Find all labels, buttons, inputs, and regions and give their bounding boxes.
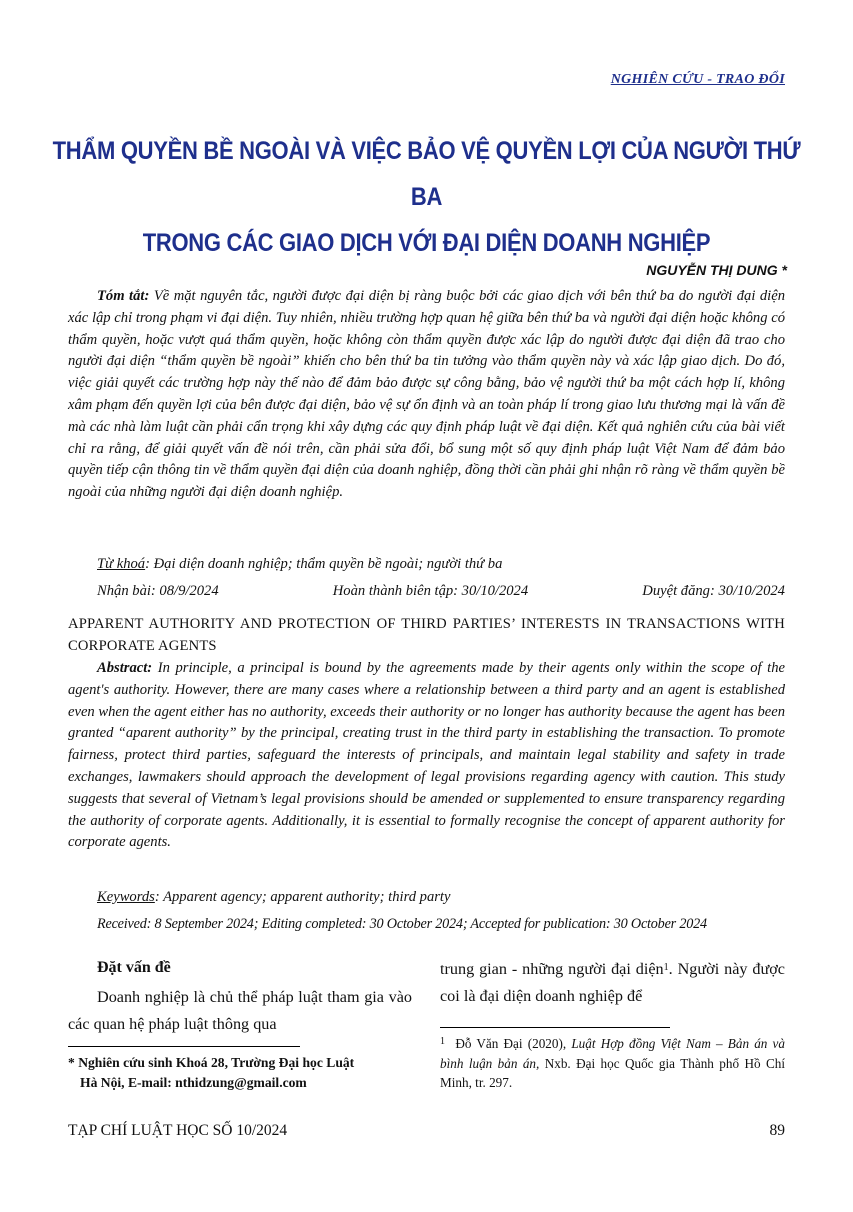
accepted-date: Duyệt đăng: 30/10/2024 — [642, 583, 785, 599]
article-title — [50, 128, 803, 266]
received-date: Nhận bài: 08/9/2024 — [97, 583, 219, 599]
keywords-en-label: Keywords — [97, 889, 155, 905]
english-title: APPARENT AUTHORITY AND PROTECTION OF THIRD PARTIES’ INTERESTS IN TRANSACTIONS WITH CORPORATE AGENTS — [68, 616, 785, 654]
keywords-vietnamese — [97, 556, 502, 573]
dates-english: Received: 8 September 2024; Editing completed: 30 October 2024; Accepted for publication: 30 October 2024 — [97, 916, 707, 932]
author-footnote — [68, 1053, 354, 1092]
footnote-author: Đỗ Văn Đại (2020), — [455, 1036, 567, 1051]
footnote-divider-left — [68, 1046, 300, 1047]
section-tag: NGHIÊN CỨU - TRAO ĐỔI — [610, 72, 785, 87]
author-footnote-line1: * Nghiên cứu sinh Khoá 28, Trường Đại học Luật — [68, 1055, 355, 1070]
abstract-vn-text: Về mặt nguyên tắc, người được đại diện bị ràng buộc bởi các giao dịch với bên thứ ba do người đại diện xác lập chỉ trong phạm vi đại diện. Tuy nhiên, nhiều trường hợp quan hệ giữa bên thứ ba và người đại diện hoặc không có thẩm quyền, hoặc vượt quá thẩm quyền, hoặc không còn thẩm quyền được xác lập do người được đại diện đã trao cho người đại diện “thẩm quyền bề ngoài” khiến cho bên thứ ba tin tưởng vào thẩm quyền này và xác lập giao dịch. Do đó, việc giải quyết các trường hợp này thế nào để đảm bảo được sự công bằng, bảo vệ người thứ ba một cách hợp lí, không xâm phạm đến quyền lợi của bên được đại diện, bảo vệ sự ổn định và an toàn pháp lí trong giao lưu thương mại là vấn đề mà các nhà làm luật cần phải cẩn trọng khi xây dựng các quy định pháp luật về đại diện. Kết quả nghiên cứu của bài viết chỉ ra rằng, để giải quyết vấn đề nói trên, cần phải sửa đổi, bổ sung một số quy định pháp luật Việt Nam để đảm bảo quyền tiếp cận thông tin về thẩm quyền đại diện của doanh nghiệp, đồng thời cần phải ghi nhận rõ ràng về thẩm quyền bề ngoài của những người đại diện doanh nghiệp. — [68, 288, 785, 501]
section-heading: Đặt vấn đề — [97, 959, 171, 976]
abstract-vn-label: Tóm tắt: — [97, 288, 150, 304]
keywords-vn-text: : Đại diện doanh nghiệp; thẩm quyền bề ngoài; người thứ ba — [145, 556, 503, 572]
journal-footer: TẠP CHÍ LUẬT HỌC SỐ 10/2024 — [68, 1122, 288, 1139]
abstract-en-text: In principle, a principal is bound by the agreements made by their agents only within the scope of the agent's authority. However, there are many cases where a relationship between a third party and an agent is established even when the agent either has no authority, exceeds their authority or no longer has authority because the agent has been granted “aparent authority” by the principal, creating trust in the third party in establishing the transaction. To promote fairness, protect third parties, safeguard the interests of principals, and maintain legal stability and safety in trade exchanges, lawmakers should approach the development of legal provisions regarding agency with caution. This study suggests that several of Vietnam’s legal provisions should be amended or supplemented to ensure transparency regarding the authority of corporate agents. Additionally, it is essential to formally recognise the concept of apparent authority for corporate agents. — [68, 660, 785, 851]
body-right-column — [440, 956, 785, 1010]
abstract-english — [68, 658, 785, 854]
footnote-ref: 1 — [663, 962, 669, 973]
reference-footnote — [440, 1034, 785, 1093]
title-line-1: THẨM QUYỀN BỀ NGOÀI VÀ VIỆC BẢO VỆ QUYỀN LỢI CỦA NGƯỜI THỨ BA — [52, 136, 801, 211]
body-right-text-a: trung gian - những người đại diện — [440, 960, 664, 978]
keywords-english — [97, 889, 450, 906]
keywords-vn-label: Từ khoá — [97, 556, 146, 572]
dates-vietnamese — [97, 583, 785, 600]
body-left-column: Doanh nghiệp là chủ thể pháp luật tham gia vào các quan hệ pháp luật thông qua — [68, 988, 412, 1033]
title-line-2: TRONG CÁC GIAO DỊCH VỚI ĐẠI DIỆN DOANH NGHIỆP — [142, 228, 711, 257]
abstract-vietnamese — [68, 286, 785, 504]
footnote-number: 1 — [440, 1036, 445, 1047]
abstract-en-label: Abstract: — [97, 660, 153, 676]
footnote-publisher: Nxb. Đại học Quốc gia Thành phố Hồ Chí Minh, tr. 297. — [440, 1055, 786, 1090]
body-right-text-b: . Người này được coi là đại diện doanh nghiệp để — [440, 960, 785, 1005]
edited-date: Hoàn thành biên tập: 30/10/2024 — [332, 583, 529, 599]
keywords-en-text: : Apparent agency; apparent authority; third party — [154, 889, 451, 905]
footnote-divider-right — [440, 1027, 670, 1028]
author-footnote-line2: Hà Nội, E-mail: nthidzung@gmail.com — [80, 1074, 307, 1090]
footnote-book-title: Luật Hợp đồng Việt Nam – Bản án và bình luận bản án, — [440, 1036, 786, 1071]
author-name: NGUYỄN THỊ DUNG * — [646, 262, 787, 278]
page-number: 89 — [769, 1122, 785, 1139]
